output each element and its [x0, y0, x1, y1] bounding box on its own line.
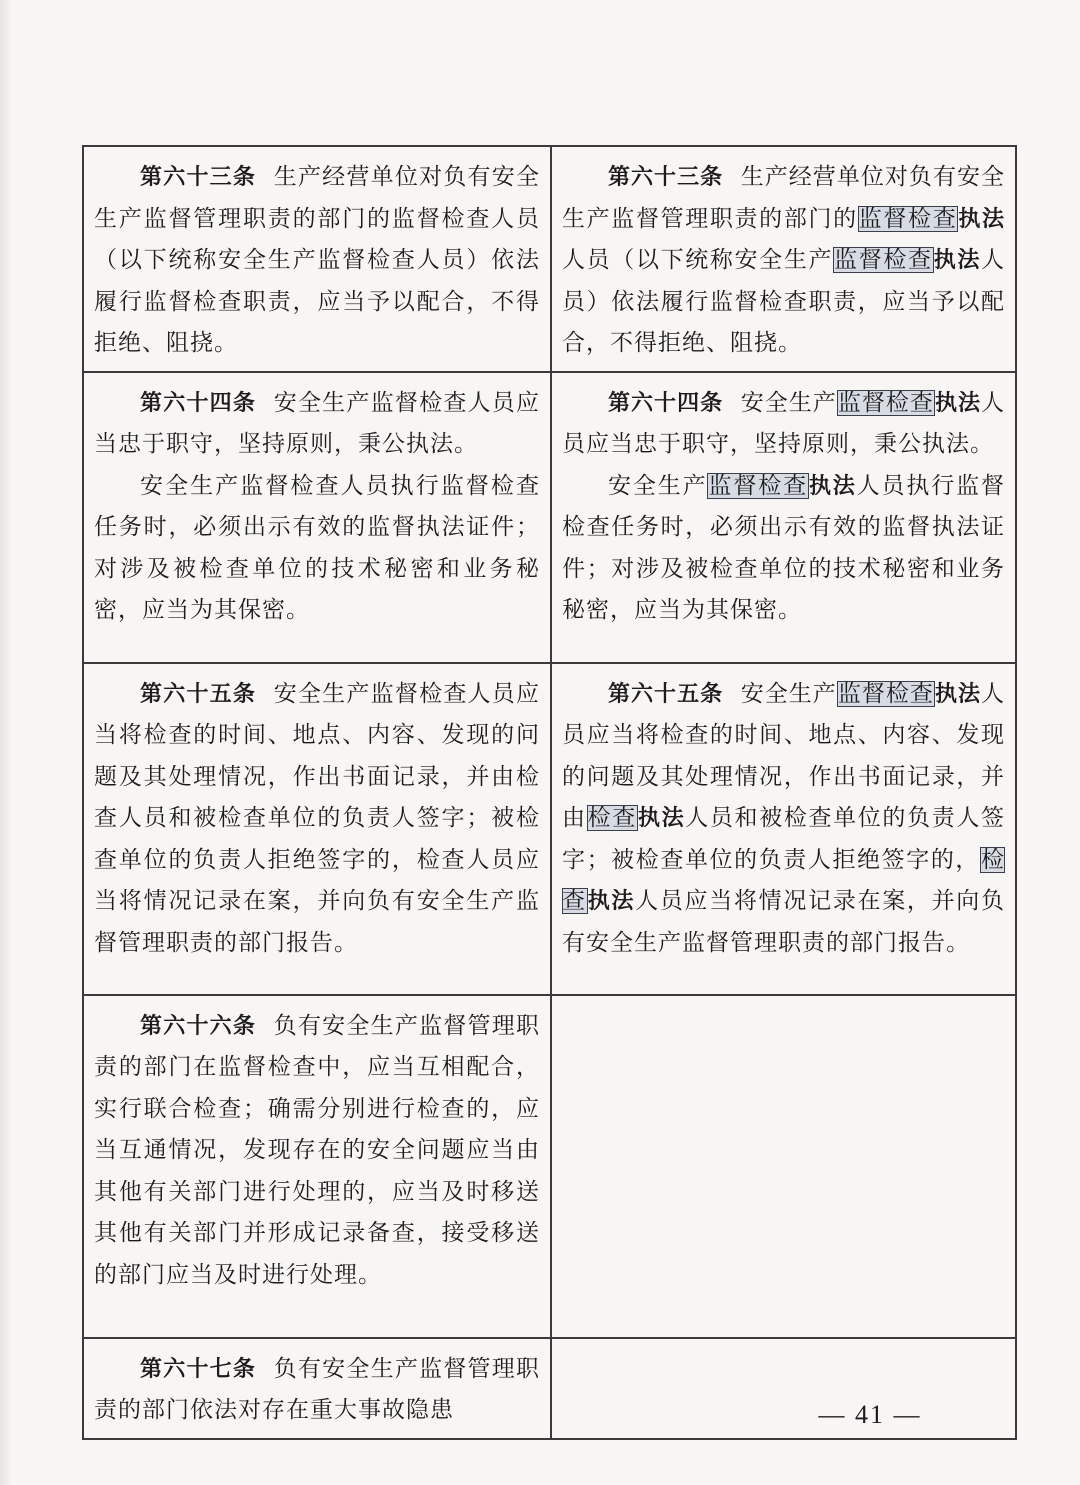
clause-text: 安全生产监督检查人员执行监督检查任务时，必须出示有效的监督执法证件；对涉及被检查单位的技术秘密和业务秘密，应当为其保密。: [94, 472, 540, 623]
clause-paragraph: [562, 466, 1005, 632]
table-row: [83, 146, 1016, 372]
article-number: 第六十四条: [608, 390, 724, 416]
added-term: 执法: [587, 889, 636, 914]
article-number: 第六十七条: [140, 1356, 257, 1382]
clause-text: 安全生产: [740, 680, 837, 707]
article-number: 第六十五条: [608, 681, 724, 707]
highlighted-term: 监督检查: [837, 389, 934, 416]
clause-paragraph: [94, 157, 540, 365]
highlighted-term: 监督检查: [834, 247, 933, 273]
clause-text: 人员应当忠于职守，坚持原则，秉公执法。: [562, 389, 1006, 457]
added-term: 执法: [637, 806, 686, 831]
clause-text: 安全生产: [608, 472, 708, 499]
clause-text: 安全生产: [740, 389, 837, 416]
table-row: [83, 995, 1016, 1338]
clause-text: 人员执行监督检查任务时，必须出示有效的监督执法证件；对涉及被检查单位的技术秘密和业务秘密，应当为其保密。: [562, 472, 1006, 623]
article-number: 第六十三条: [140, 165, 257, 190]
clause-paragraph: [562, 383, 1005, 466]
clause-text: 人员和被检查单位的负责人签字；被检查单位的负责人拒绝签字的，: [562, 805, 1006, 873]
clause-paragraph: [94, 1349, 540, 1432]
page-edge-shadow: [0, 0, 12, 1485]
added-term: 执法: [933, 248, 981, 273]
highlighted-term: 监督检查: [837, 680, 934, 707]
table-row: [83, 663, 1016, 995]
added-term: 执法: [958, 206, 1006, 232]
clause-text: 生产经营单位对负有安全生产监督管理职责的部门的监督检查人员（以下统称安全生产监督检查人员）依法履行监督检查职责，应当予以配合，不得拒绝、阻挠。: [94, 164, 540, 356]
added-term: 执法: [934, 681, 982, 707]
old-text-cell: [83, 663, 551, 995]
clause-text: 负有安全生产监督管理职责的部门依法对存在重大事故隐患: [94, 1355, 540, 1423]
clause-text: 安全生产监督检查人员应当将检查的时间、地点、内容、发现的问题及其处理情况，作出书面记录，并由检查人员和被检查单位的负责人签字；被检查单位的负责人拒绝签字的，检查人员应当将情况记录在案，并向负有安全生产监督管理职责的部门报告。: [94, 680, 540, 956]
clause-text: 生产经营单位对负有安全生产监督管理职责的部门的: [562, 164, 1005, 232]
clause-paragraph: [94, 1006, 540, 1297]
clause-text: 人员）依法履行监督检查职责，应当予以配合，不得拒绝、阻挠。: [562, 247, 1005, 356]
highlighted-term: 监督检查: [858, 205, 958, 232]
clause-text: 负有安全生产监督管理职责的部门在监督检查中，应当互相配合，实行联合检查；确需分别进行检查的，应当互通情况，发现存在的安全问题应当由其他有关部门进行处理的，应当及时移送其他有关部门并形成记录备查，接受移送的部门应当及时进行处理。: [94, 1012, 540, 1288]
clause-text: 人员应当将检查的时间、地点、内容、发现的问题及其处理情况，作出书面记录，并由: [562, 680, 1006, 831]
clause-paragraph: [94, 674, 540, 965]
highlighted-term: 检查: [587, 805, 637, 831]
old-text-cell: [83, 146, 551, 372]
page-number: — 41 —: [818, 1400, 922, 1429]
clause-text: 人员应当将情况记录在案，并向负有安全生产监督管理职责的部门报告。: [562, 888, 1006, 956]
table-row: [83, 372, 1016, 663]
clause-paragraph: [562, 157, 1005, 365]
old-text-cell: [83, 1338, 551, 1439]
article-number: 第六十六条: [140, 1013, 257, 1039]
new-text-cell: [551, 146, 1016, 372]
clause-text: 安全生产监督检查人员应当忠于职守，坚持原则，秉公执法。: [94, 389, 540, 457]
article-number: 第六十三条: [608, 165, 724, 190]
added-term: 执法: [808, 473, 857, 499]
old-text-cell: [83, 372, 551, 663]
new-text-cell: [551, 372, 1016, 663]
added-term: 执法: [934, 390, 982, 416]
highlighted-term: 监督检查: [708, 472, 808, 499]
clause-paragraph: [94, 466, 540, 632]
highlighted-term: 检查: [562, 846, 1005, 914]
article-number: 第六十四条: [140, 390, 257, 416]
article-number: 第六十五条: [140, 681, 257, 707]
comparison-table: [82, 145, 1017, 1440]
clause-paragraph: [562, 674, 1005, 965]
old-text-cell: [83, 995, 551, 1338]
clause-text: 人员（以下统称安全生产: [562, 247, 834, 273]
new-text-cell: [551, 995, 1016, 1338]
clause-paragraph: [94, 383, 540, 466]
new-text-cell: [551, 663, 1016, 995]
